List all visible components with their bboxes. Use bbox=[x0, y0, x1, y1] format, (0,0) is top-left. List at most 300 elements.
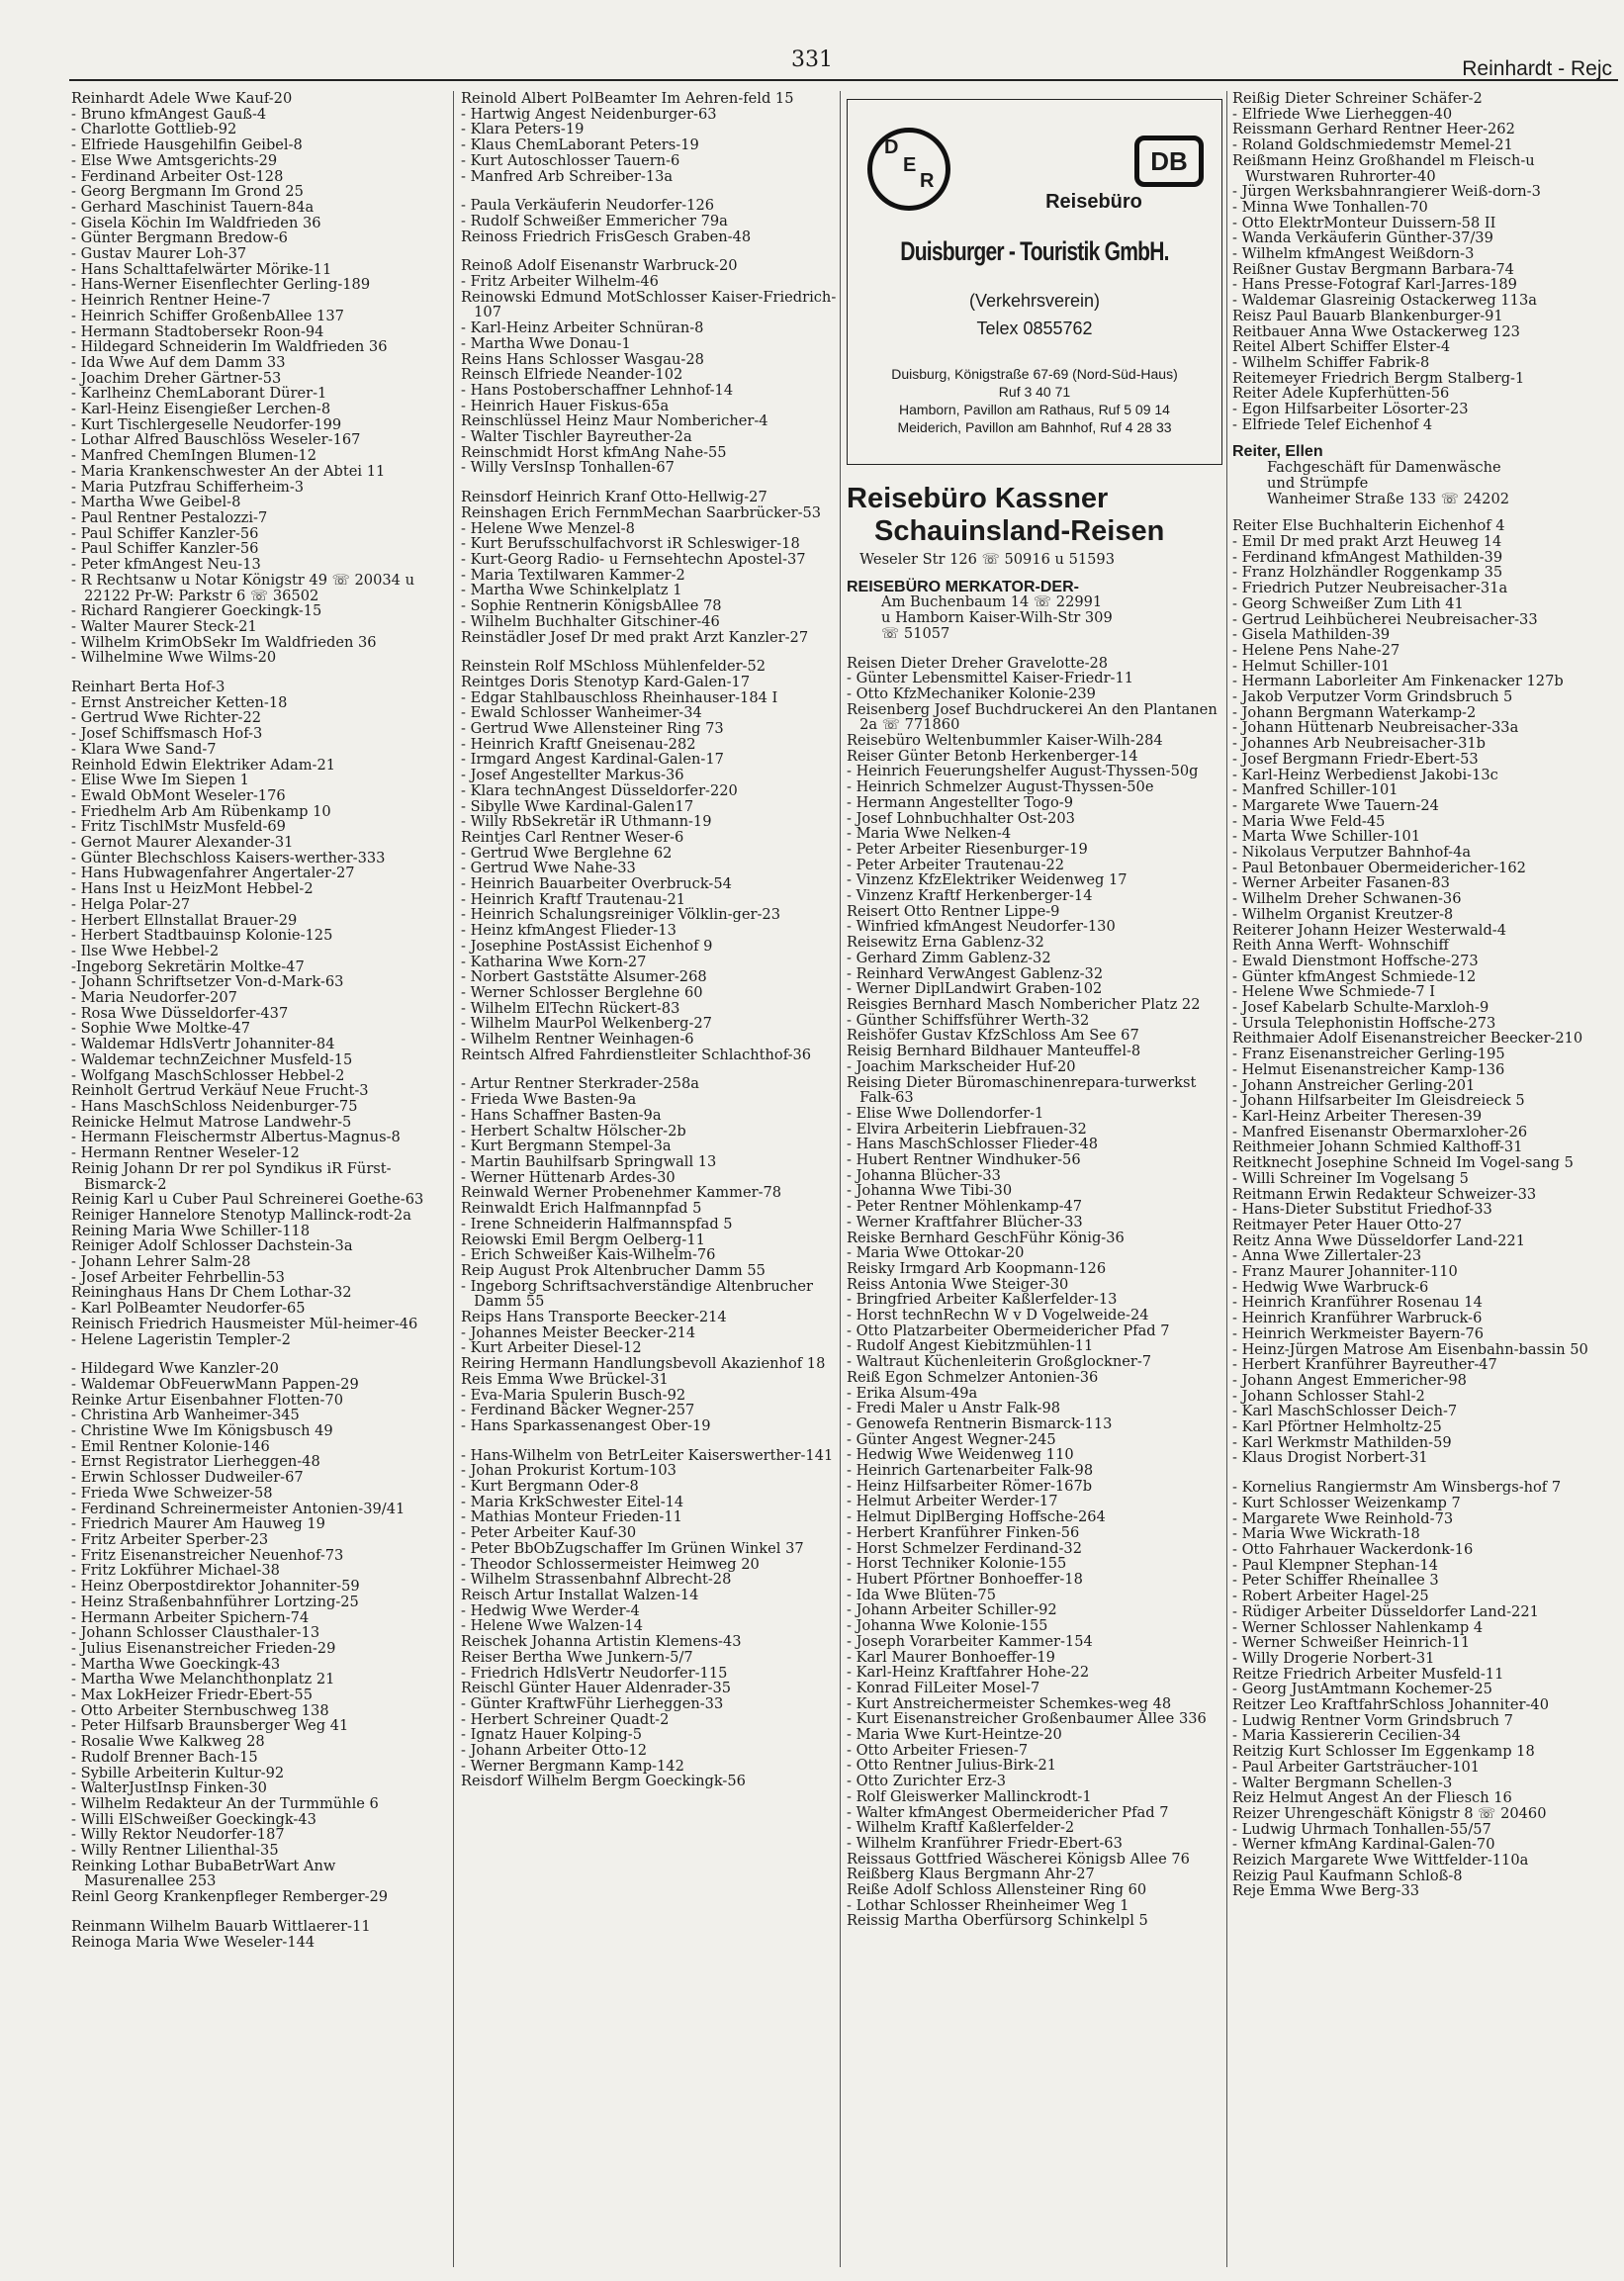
directory-entry: - Johan Prokurist Kortum-103 bbox=[461, 1462, 677, 1480]
kassner-line-2: Schauinsland-Reisen bbox=[874, 515, 1165, 547]
directory-entry: - Gisela Köchin Im Waldfrieden 36 bbox=[71, 214, 321, 231]
directory-entry: - Elise Wwe Im Siepen 1 bbox=[71, 772, 249, 789]
directory-entry: - Elfriede Wwe Lierheggen-40 bbox=[1232, 105, 1453, 123]
directory-entry: - Werner Hüttenarb Ardes-30 bbox=[461, 1168, 676, 1186]
directory-entry: - Paul Klempner Stephan-14 bbox=[1232, 1556, 1439, 1574]
directory-entry: - Otto Arbeiter Sternbuschweg 138 bbox=[71, 1701, 329, 1719]
directory-entry: - Gertrud Wwe Richter-22 bbox=[71, 709, 262, 727]
directory-entry: Reinshagen Erich FernmMechan Saarbrücker-53 bbox=[461, 503, 822, 521]
directory-entry: - Herbert Schreiner Quadt-2 bbox=[461, 1710, 670, 1728]
directory-entry: Reitze Friedrich Arbeiter Musfeld-11 bbox=[1232, 1665, 1504, 1683]
directory-entry: - Ida Wwe Blüten-75 bbox=[847, 1586, 996, 1603]
directory-entry: - Heinrich Bauarbeiter Overbruck-54 bbox=[461, 875, 732, 893]
directory-entry: - Johann Schlosser Stahl-2 bbox=[1232, 1387, 1425, 1405]
directory-entry: - Maria Neudorfer-207 bbox=[71, 989, 237, 1007]
directory-entry: - Ewald ObMont Weseler-176 bbox=[71, 786, 286, 804]
reiter-ellen-heading: Reiter, Ellen bbox=[1232, 443, 1323, 461]
directory-entry: Reißig Dieter Schreiner Schäfer-2 bbox=[1232, 91, 1483, 107]
directory-entry: - Johann Bergmann Waterkamp-2 bbox=[1232, 703, 1477, 721]
directory-entry: - Kurt-Georg Radio- u Fernsehtechn Apostel-37 bbox=[461, 550, 806, 568]
directory-entry: - Rüdiger Arbeiter Düsseldorfer Land-221 bbox=[1232, 1602, 1539, 1620]
directory-entry: - Wilhelm MaurPol Welkenberg-27 bbox=[461, 1015, 712, 1033]
directory-entry: Reischl Günter Hauer Aldenrader-35 bbox=[461, 1680, 732, 1697]
directory-entry: Reitknecht Josephine Schneid Im Vogel-sang 5 bbox=[1232, 1154, 1574, 1172]
directory-entry: - Helene Pens Nahe-27 bbox=[1232, 641, 1400, 659]
directory-entry: Reining Maria Wwe Schiller-118 bbox=[71, 1222, 311, 1239]
directory-entry: - Günter Angest Wegner-245 bbox=[847, 1430, 1056, 1448]
directory-entry: - Friedhelm Arb Am Rübenkamp 10 bbox=[71, 802, 331, 820]
directory-entry: - Heinz Oberpostdirektor Johanniter-59 bbox=[71, 1578, 360, 1596]
directory-entry: - Walter kfmAngest Obermeidericher Pfad 7 bbox=[847, 1803, 1169, 1821]
directory-entry: - Heinz Hilfsarbeiter Römer-167b bbox=[847, 1477, 1093, 1495]
directory-entry: Reinke Artur Eisenbahner Flotten-70 bbox=[71, 1391, 343, 1409]
directory-entry: - Jakob Verputzer Vorm Grindsbruch 5 bbox=[1232, 688, 1513, 706]
directory-entry: - Karl-Heinz Kraftfahrer Hohe-22 bbox=[847, 1664, 1090, 1682]
directory-entry: - Johann Arbeiter Schiller-92 bbox=[847, 1601, 1057, 1619]
directory-entry: - Heinz Straßenbahnführer Lortzing-25 bbox=[71, 1593, 359, 1610]
ad-telex: Telex 0855762 bbox=[976, 319, 1093, 338]
directory-entry: - Günter Bergmann Bredow-6 bbox=[71, 229, 288, 247]
directory-entry: - Hubert Pförtner Bonhoeffer-18 bbox=[847, 1571, 1083, 1588]
directory-entry: - Herbert Kranführer Bayreuther-47 bbox=[1232, 1356, 1497, 1374]
directory-entry: - Elvira Arbeiterin Liebfrauen-32 bbox=[847, 1120, 1087, 1138]
ad-address-block bbox=[859, 365, 1210, 436]
directory-entry: - Katharina Wwe Korn-27 bbox=[461, 953, 647, 970]
der-logo-letter: R bbox=[920, 170, 935, 192]
directory-entry: - Martha Wwe Schinkelplatz 1 bbox=[461, 582, 682, 599]
directory-entry: - Walter Tischler Bayreuther-2a bbox=[461, 428, 692, 446]
directory-entry: - Wilhelm Kranführer Friedr-Ebert-63 bbox=[847, 1834, 1123, 1852]
column-divider bbox=[453, 91, 454, 2267]
directory-entry: -Ingeborg Sekretärin Moltke-47 bbox=[71, 958, 305, 975]
directory-entry: Reizer Uhrengeschäft Königstr 8 ☏ 20460 bbox=[1232, 1804, 1547, 1822]
directory-entry: Reisdorf Wilhelm Bergm Goeckingk-56 bbox=[461, 1773, 746, 1790]
directory-entry: - Herbert Kranführer Finken-56 bbox=[847, 1523, 1080, 1541]
directory-entry: Reiniger Adolf Schlosser Dachstein-3a bbox=[71, 1237, 353, 1255]
directory-entry: - Wilhelm Buchhalter Gitschiner-46 bbox=[461, 612, 720, 630]
directory-entry: Reißberg Klaus Bergmann Ahr-27 bbox=[847, 1866, 1095, 1883]
directory-entry: Reitzer Leo KraftfahrSchloss Johanniter-40 bbox=[1232, 1696, 1549, 1714]
directory-entry: Reisgies Bernhard Masch Nombericher Platz 22 bbox=[847, 995, 1201, 1013]
directory-entry: - Sophie Wwe Moltke-47 bbox=[71, 1020, 251, 1038]
directory-entry: - Hartwig Angest Neidenburger-63 bbox=[461, 105, 717, 123]
directory-entry: - Klara Peters-19 bbox=[461, 121, 585, 138]
directory-entry: - Charlotte Gottlieb-92 bbox=[71, 121, 237, 138]
directory-entry: - Kurt Bergmann Oder-8 bbox=[461, 1478, 639, 1496]
directory-entry: - Josef Schiffsmasch Hof-3 bbox=[71, 725, 263, 743]
directory-entry: - Norbert Gaststätte Alsumer-268 bbox=[461, 968, 707, 986]
directory-entry: - Wilhelm Organist Kreutzer-8 bbox=[1232, 905, 1454, 923]
directory-entry: - Josef Angestellter Markus-36 bbox=[461, 767, 684, 784]
directory-entry: - Willy Rentner Lilienthal-35 bbox=[71, 1842, 279, 1860]
directory-entry: - Peter Arbeiter Trautenau-22 bbox=[847, 856, 1065, 873]
directory-entry: Reisz Paul Bauarb Blankenburger-91 bbox=[1232, 307, 1503, 324]
directory-entry: - Josef Kabelarb Schulte-Marxloh-9 bbox=[1232, 999, 1489, 1017]
directory-entry: - Peter BbObZugschaffer Im Grünen Winkel 37 bbox=[461, 1539, 804, 1557]
directory-entry: - Hans MaschSchlosser Flieder-48 bbox=[847, 1136, 1099, 1153]
directory-entry: - Josephine PostAssist Eichenhof 9 bbox=[461, 937, 713, 955]
directory-entry: - Hans Presse-Fotograf Karl-Jarres-189 bbox=[1232, 276, 1517, 294]
directory-entry: - Karl-Heinz Werbedienst Jakobi-13c bbox=[1232, 766, 1498, 783]
directory-entry: - Helene Wwe Schmiede-7 I bbox=[1232, 983, 1435, 1001]
directory-entry: - Johann Arbeiter Otto-12 bbox=[461, 1742, 648, 1760]
directory-entry: Reishöfer Gustav KfzSchloss Am See 67 bbox=[847, 1027, 1139, 1045]
ad-address-line: Duisburg, Königstraße 67-69 (Nord-Süd-Haus) bbox=[891, 366, 1178, 382]
directory-entry: Reinig Karl u Cuber Paul Schreinerei Goethe-63 bbox=[71, 1191, 424, 1209]
directory-entry: - Sibylle Wwe Kardinal-Galen17 bbox=[461, 797, 694, 815]
ad-address-line: Hamborn, Pavillon am Rathaus, Ruf 5 09 14 bbox=[899, 402, 1170, 417]
directory-entry: Reising Dieter Büromaschinenrepara-turwerkst Falk-63 bbox=[847, 1073, 1197, 1107]
directory-entry: - Winfried kfmAngest Neudorfer-130 bbox=[847, 918, 1116, 936]
directory-entry: - Roland Goldschmiedemstr Memel-21 bbox=[1232, 137, 1513, 154]
directory-entry: - Johann Anstreicher Gerling-201 bbox=[1232, 1076, 1476, 1094]
directory-entry: - Hans MaschSchloss Neidenburger-75 bbox=[71, 1098, 358, 1115]
directory-entry: - Paula Verkäuferin Neudorfer-126 bbox=[461, 197, 715, 215]
directory-entry: Reinmann Wilhelm Bauarb Wittlaerer-11 bbox=[71, 1917, 371, 1935]
directory-entry: Reiowski Emil Bergm Oelberg-11 bbox=[461, 1231, 705, 1248]
directory-entry: - Helmut Schiller-101 bbox=[1232, 657, 1391, 675]
directory-entry: Reinoß Adolf Eisenanstr Warbruck-20 bbox=[461, 257, 738, 275]
directory-entry: - Hans Postoberschaffner Lehnhof-14 bbox=[461, 381, 734, 399]
directory-entry: - Gertrud Wwe Berglehne 62 bbox=[461, 844, 673, 862]
directory-entry: - Paul Rentner Pestalozzi-7 bbox=[71, 508, 268, 526]
directory-entry: Reis Emma Wwe Brückel-31 bbox=[461, 1370, 669, 1388]
directory-column-4-part-a bbox=[1232, 91, 1622, 432]
directory-entry: Reitemeyer Friedrich Bergm Stalberg-1 bbox=[1232, 369, 1525, 387]
directory-entry: - Werner Arbeiter Fasanen-83 bbox=[1232, 874, 1450, 892]
directory-entry: Reisch Artur Installat Walzen-14 bbox=[461, 1586, 699, 1603]
directory-entry: Reitmayer Peter Hauer Otto-27 bbox=[1232, 1216, 1463, 1233]
directory-entry: - Minna Wwe Tonhallen-70 bbox=[1232, 198, 1428, 216]
directory-entry: - Hedwig Wwe Weidenweg 110 bbox=[847, 1446, 1074, 1464]
directory-entry: - Hermann Stadtobersekr Roon-94 bbox=[71, 322, 324, 340]
directory-entry: - Otto ElektrMonteur Duissern-58 II bbox=[1232, 214, 1496, 231]
directory-entry: - Joseph Vorarbeiter Kammer-154 bbox=[847, 1632, 1093, 1650]
directory-entry: - Sybille Arbeiterin Kultur-92 bbox=[71, 1764, 285, 1781]
directory-entry: - Waldemar Glasreinig Ostackerweg 113a bbox=[1232, 292, 1537, 310]
directory-entry: - Helene Wwe Walzen-14 bbox=[461, 1617, 644, 1635]
directory-entry: Reissaus Gottfried Wäscherei Königsb Allee 76 bbox=[847, 1850, 1190, 1868]
directory-entry: - Johanna Blücher-33 bbox=[847, 1166, 1001, 1184]
directory-entry: - Waldemar ObFeuerwMann Pappen-29 bbox=[71, 1375, 359, 1393]
directory-entry: - Klara Wwe Sand-7 bbox=[71, 740, 217, 758]
directory-entry: - Karl-Heinz Eisengießer Lerchen-8 bbox=[71, 401, 331, 418]
directory-entry: - Waltraut Küchenleiterin Großglockner-7 bbox=[847, 1353, 1152, 1371]
merkator-lines bbox=[847, 594, 1222, 641]
directory-entry: - Fritz Arbeiter Sperber-23 bbox=[71, 1530, 269, 1548]
directory-entry: - Richard Rangierer Goeckingk-15 bbox=[71, 602, 322, 620]
directory-entry: - Herbert Schaltw Hölscher-2b bbox=[461, 1122, 686, 1140]
directory-column-4-part-b bbox=[1232, 518, 1622, 1899]
directory-column-2 bbox=[461, 91, 837, 2267]
directory-entry: - Franz Maurer Johanniter-110 bbox=[1232, 1263, 1458, 1281]
directory-entry: - Artur Rentner Sterkrader-258a bbox=[461, 1075, 699, 1093]
der-logo-letter: E bbox=[903, 154, 917, 176]
directory-entry: - Johann Angest Emmericher-98 bbox=[1232, 1371, 1467, 1389]
directory-entry: Reitzig Kurt Schlosser Im Eggenkamp 18 bbox=[1232, 1743, 1535, 1761]
merkator-heading: REISEBÜRO MERKATOR-DER- bbox=[847, 578, 1079, 595]
directory-entry: - Christine Wwe Im Königsbusch 49 bbox=[71, 1422, 333, 1440]
directory-entry: - Willi Schreiner Im Vogelsang 5 bbox=[1232, 1169, 1469, 1187]
directory-entry: - Horst Techniker Kolonie-155 bbox=[847, 1555, 1067, 1573]
directory-entry: Reips Hans Transporte Beecker-214 bbox=[461, 1309, 727, 1326]
directory-entry: Reiske Bernhard GeschFühr König-36 bbox=[847, 1229, 1125, 1246]
reiter-ellen-line: Wanheimer Straße 133 ☏ 24202 bbox=[1267, 490, 1510, 507]
directory-entry: - Hans Inst u HeizMont Hebbel-2 bbox=[71, 880, 314, 898]
reiter-ellen-line: Fachgeschäft für Damenwäsche bbox=[1267, 459, 1501, 477]
directory-entry: - Maria Wwe Ottokar-20 bbox=[847, 1244, 1025, 1262]
directory-entry: - Johann Hüttenarb Neubreisacher-33a bbox=[1232, 719, 1519, 737]
directory-entry: - Hildegard Wwe Kanzler-20 bbox=[71, 1360, 279, 1378]
directory-entry: - Ewald Dienstmont Hoffsche-273 bbox=[1232, 952, 1479, 969]
directory-entry: Reinhardt Adele Wwe Kauf-20 bbox=[71, 91, 293, 107]
directory-entry: Reitmann Erwin Redakteur Schweizer-33 bbox=[1232, 1185, 1537, 1203]
directory-entry: - Erwin Schlosser Dudweiler-67 bbox=[71, 1469, 304, 1487]
directory-entry: - Hedwig Wwe Warbruck-6 bbox=[1232, 1278, 1429, 1296]
directory-entry: Reinhold Edwin Elektriker Adam-21 bbox=[71, 756, 336, 774]
directory-entry: - Martha Wwe Goeckingk-43 bbox=[71, 1655, 281, 1673]
directory-entry: - Joachim Markscheider Huf-20 bbox=[847, 1057, 1076, 1075]
directory-entry: - Wilhelmine Wwe Wilms-20 bbox=[71, 649, 277, 667]
directory-entry: - Johanna Wwe Kolonie-155 bbox=[847, 1617, 1048, 1635]
directory-entry: - Konrad FilLeiter Mosel-7 bbox=[847, 1679, 1040, 1696]
directory-entry: - Willy Rektor Neudorfer-187 bbox=[71, 1826, 285, 1844]
der-logo-letter: D bbox=[884, 137, 899, 158]
directory-entry: - Peter Arbeiter Riesenburger-19 bbox=[847, 840, 1088, 858]
directory-entry: Reisig Bernhard Bildhauer Manteuffel-8 bbox=[847, 1043, 1141, 1060]
directory-entry: - Willy VersInsp Tonhallen-67 bbox=[461, 459, 675, 477]
ad-address-line: Ruf 3 40 71 bbox=[998, 384, 1071, 400]
directory-entry: - Ludwig Rentner Vorm Grindsbruch 7 bbox=[1232, 1711, 1513, 1729]
ad-reisebuero: Reisebüro bbox=[1045, 191, 1142, 213]
merkator-line: ☏ 51057 bbox=[881, 624, 950, 642]
directory-entry: - Heinrich Gartenarbeiter Falk-98 bbox=[847, 1462, 1094, 1480]
directory-entry: Reißner Gustav Bergmann Barbara-74 bbox=[1232, 260, 1514, 278]
directory-entry: Reithmeier Johann Schmied Kalthoff-31 bbox=[1232, 1139, 1523, 1156]
directory-entry: - Wolfgang MaschSchlosser Hebbel-2 bbox=[71, 1066, 345, 1084]
directory-entry: - Rosa Wwe Düsseldorfer-437 bbox=[71, 1004, 289, 1022]
directory-entry: - Gertrud Wwe Allensteiner Ring 73 bbox=[461, 720, 724, 738]
directory-entry: Reinoss Friedrich FrisGesch Graben-48 bbox=[461, 228, 752, 245]
directory-entry: - WalterJustInsp Finken-30 bbox=[71, 1779, 267, 1797]
directory-entry: - Eva-Maria Spulerin Busch-92 bbox=[461, 1386, 686, 1404]
ad-company-name: Duisburger - Touristik GmbH. bbox=[900, 236, 1169, 266]
directory-entry: - Otto Platzarbeiter Obermeidericher Pfad 7 bbox=[847, 1322, 1170, 1339]
directory-entry: Reisenberg Josef Buchdruckerei An den Plantanen 2a ☏ 771860 bbox=[847, 700, 1218, 734]
directory-entry: - R Rechtsanw u Notar Königstr 49 ☏ 20034 u 22122 Pr-W: Parkstr 6 ☏ 36502 bbox=[71, 571, 414, 604]
directory-entry: - Wilhelm Strassenbahnf Albrecht-28 bbox=[461, 1571, 732, 1589]
directory-entry: - Heinz kfmAngest Flieder-13 bbox=[461, 922, 677, 940]
directory-entry: Reisert Otto Rentner Lippe-9 bbox=[847, 902, 1060, 920]
directory-entry: - Hedwig Wwe Werder-4 bbox=[461, 1601, 640, 1619]
directory-entry: - Hans-Dieter Substitut Friedhof-33 bbox=[1232, 1201, 1492, 1219]
directory-entry: - Jürgen Werksbahnrangierer Weiß-dorn-3 bbox=[1232, 183, 1541, 201]
directory-entry: - Peter Schiffer Rheinallee 3 bbox=[1232, 1572, 1439, 1590]
directory-entry: - Nikolaus Verputzer Bahnhof-4a bbox=[1232, 844, 1472, 862]
directory-entry: Reisky Irmgard Arb Koopmann-126 bbox=[847, 1259, 1107, 1277]
directory-entry: Reissig Martha Oberfürsorg Schinkelpl 5 bbox=[847, 1912, 1148, 1930]
directory-entry: - Hermann Arbeiter Spichern-74 bbox=[71, 1608, 310, 1626]
directory-column-3 bbox=[847, 91, 1222, 2267]
column-divider bbox=[1226, 91, 1227, 2267]
directory-entry: Reiter Adele Kupferhütten-56 bbox=[1232, 385, 1450, 403]
directory-entry: - Hans-Wilhelm von BetrLeiter Kaiserswerther-141 bbox=[461, 1446, 834, 1464]
directory-entry: Reith Anna Werft- Wohnschiff bbox=[1232, 937, 1449, 955]
directory-entry: - Klaus Drogist Norbert-31 bbox=[1232, 1449, 1428, 1467]
db-logo: DB bbox=[1134, 136, 1204, 187]
directory-entry: Reisen Dieter Dreher Gravelotte-28 bbox=[847, 654, 1109, 672]
directory-entry: - Heinrich Feuerungshelfer August-Thyssen-50g bbox=[847, 763, 1199, 780]
directory-entry: - Heinrich Kranführer Warbruck-6 bbox=[1232, 1310, 1483, 1327]
directory-entry: - Ludwig Uhrmach Tonhallen-55/57 bbox=[1232, 1820, 1491, 1838]
directory-entry: - Martha Wwe Donau-1 bbox=[461, 334, 631, 352]
directory-entry: - Edgar Stahlbauschloss Rheinhauser-184 I bbox=[461, 688, 778, 706]
directory-entry: - Kurt Arbeiter Diesel-12 bbox=[461, 1339, 642, 1357]
directory-entry: - Maria Putzfrau Schifferheim-3 bbox=[71, 478, 305, 496]
directory-entry: Reinhart Berta Hof-3 bbox=[71, 679, 226, 696]
directory-entry: - Erika Alsum-49a bbox=[847, 1384, 978, 1402]
directory-entry: - Paul Arbeiter Gartsträucher-101 bbox=[1232, 1758, 1481, 1776]
directory-entry: - Egon Hilfsarbeiter Lösorter-23 bbox=[1232, 401, 1469, 418]
directory-entry: - Karl Pförtner Helmholtz-25 bbox=[1232, 1418, 1442, 1436]
directory-entry: - Gerhard Maschinist Tauern-84a bbox=[71, 198, 315, 216]
directory-entry: Reinig Johann Dr rer pol Syndikus iR Fürst-Bismarck-2 bbox=[71, 1159, 392, 1193]
kassner-address: Weseler Str 126 ☏ 50916 u 51593 bbox=[859, 551, 1116, 568]
directory-entry: Reiz Helmut Angest An der Fliesch 16 bbox=[1232, 1789, 1512, 1807]
directory-entry: - Rosalie Wwe Kalkweg 28 bbox=[71, 1733, 265, 1751]
directory-entry: - Fredi Maler u Anstr Falk-98 bbox=[847, 1400, 1061, 1417]
advertisement-duisburger-touristik bbox=[847, 99, 1222, 465]
directory-entry: - Ernst Registrator Lierheggen-48 bbox=[71, 1453, 320, 1471]
directory-entry: - Heinrich Schiffer GroßenbAllee 137 bbox=[71, 307, 344, 324]
directory-entry: - Wilhelm Dreher Schwanen-36 bbox=[1232, 890, 1462, 908]
directory-entry: Reiring Hermann Handlungsbevoll Akazienhof 18 bbox=[461, 1355, 826, 1373]
directory-entry: Reinowski Edmund MotSchlosser Kaiser-Friedrich-107 bbox=[461, 288, 837, 321]
directory-entry: Reinholt Gertrud Verkäuf Neue Frucht-3 bbox=[71, 1082, 369, 1100]
directory-entry: - Reinhard VerwAngest Gablenz-32 bbox=[847, 964, 1104, 982]
directory-entry: - Maria Wwe Kurt-Heintze-20 bbox=[847, 1726, 1062, 1744]
directory-entry: - Ignatz Hauer Kolping-5 bbox=[461, 1726, 642, 1744]
directory-entry: - Friedrich HdlsVertr Neudorfer-115 bbox=[461, 1664, 728, 1682]
directory-entry: - Ferdinand Schreinermeister Antonien-39/41 bbox=[71, 1500, 406, 1517]
directory-entry: - Hermann Laborleiter Am Finkenacker 127b bbox=[1232, 673, 1564, 690]
directory-entry: - Franz Holzhändler Roggenkamp 35 bbox=[1232, 564, 1503, 582]
directory-entry: - Friedrich Putzer Neubreisacher-31a bbox=[1232, 580, 1508, 597]
directory-entry: - Hans Schaffner Basten-9a bbox=[461, 1106, 662, 1124]
directory-entry: - Willy RbSekretär iR Uthmann-19 bbox=[461, 813, 712, 831]
directory-entry: - Peter kfmAngest Neu-13 bbox=[71, 556, 261, 574]
directory-entry: - Theodor Schlossermeister Heimweg 20 bbox=[461, 1555, 760, 1573]
directory-entry: - Karl PolBeamter Neudorfer-65 bbox=[71, 1300, 306, 1318]
directory-entry: - Günter KraftwFühr Lierheggen-33 bbox=[461, 1694, 724, 1712]
directory-entry: Reinstädler Josef Dr med prakt Arzt Kanzler-27 bbox=[461, 628, 809, 646]
directory-entry: - Helmut DiplBerging Hoffsche-264 bbox=[847, 1508, 1106, 1526]
directory-entry: - Rudolf Brenner Bach-15 bbox=[71, 1748, 258, 1766]
directory-entry: Reinschlüssel Heinz Maur Nombericher-4 bbox=[461, 412, 768, 430]
directory-entry: Reitel Albert Schiffer Elster-4 bbox=[1232, 338, 1451, 356]
directory-entry: - Elfriede Hausgehilfin Geibel-8 bbox=[71, 137, 303, 154]
directory-entry: - Hermann Fleischermstr Albertus-Magnus-8 bbox=[71, 1129, 401, 1146]
directory-entry: - Gertrud Wwe Nahe-33 bbox=[461, 860, 636, 877]
directory-entry: Reiße Adolf Schloss Allensteiner Ring 60 bbox=[847, 1881, 1147, 1899]
directory-entry: Reiterer Johann Heizer Westerwald-4 bbox=[1232, 921, 1506, 939]
directory-entry: Reinoga Maria Wwe Weseler-144 bbox=[71, 1933, 316, 1951]
directory-entry: - Else Wwe Amtsgerichts-29 bbox=[71, 151, 278, 169]
directory-entry: - Werner Bergmann Kamp-142 bbox=[461, 1757, 684, 1775]
directory-entry: - Karl Maurer Bonhoeffer-19 bbox=[847, 1648, 1055, 1666]
directory-entry: - Maria Wwe Feld-45 bbox=[1232, 812, 1386, 830]
directory-entry: - Vinzenz Kraftf Herkenberger-14 bbox=[847, 887, 1093, 905]
directory-entry: - Johanna Wwe Tibi-30 bbox=[847, 1182, 1013, 1200]
directory-entry: - Wilhelm KrimObSekr Im Waldfrieden 36 bbox=[71, 633, 377, 651]
directory-entry: - Christina Arb Wanheimer-345 bbox=[71, 1407, 300, 1424]
directory-entry: Reiser Günter Betonb Herkenberger-14 bbox=[847, 747, 1138, 765]
directory-entry: - Manfred Arb Schreiber-13a bbox=[461, 167, 674, 185]
directory-entry: - Julius Eisenanstreicher Frieden-29 bbox=[71, 1639, 336, 1657]
directory-entry: - Heinrich Schalungsreiniger Völklin-ger-23 bbox=[461, 906, 780, 924]
directory-entry: - Karlheinz ChemLaborant Dürer-1 bbox=[71, 385, 327, 403]
reiter-ellen-lines bbox=[1232, 460, 1622, 506]
directory-entry: Reintjes Carl Rentner Weser-6 bbox=[461, 828, 684, 846]
directory-entry: - Karl-Heinz Arbeiter Schnüran-8 bbox=[461, 319, 704, 337]
directory-entry: - Josef Arbeiter Fehrbellin-53 bbox=[71, 1268, 285, 1286]
directory-entry: Reinking Lothar BubaBetrWart Anw Masurenallee 253 bbox=[71, 1857, 336, 1890]
ad-address-line: Meiderich, Pavillon am Bahnhof, Ruf 4 28 33 bbox=[897, 419, 1172, 435]
directory-entry: - Waldemar technZeichner Musfeld-15 bbox=[71, 1050, 353, 1068]
directory-entry: - Klaus ChemLaborant Peters-19 bbox=[461, 137, 699, 154]
directory-entry: - Werner kfmAng Kardinal-Galen-70 bbox=[1232, 1836, 1495, 1854]
directory-entry: - Kurt Schlosser Weizenkamp 7 bbox=[1232, 1494, 1461, 1511]
directory-entry: - Ewald Schlosser Wanheimer-34 bbox=[461, 704, 702, 722]
directory-entry: - Hildegard Schneiderin Im Waldfrieden 36 bbox=[71, 338, 388, 356]
directory-entry: - Herbert Stadtbauinsp Kolonie-125 bbox=[71, 927, 333, 945]
directory-entry: - Emil Dr med prakt Arzt Heuweg 14 bbox=[1232, 532, 1502, 550]
directory-entry: - Günter Lebensmittel Kaiser-Friedr-11 bbox=[847, 670, 1134, 687]
directory-entry: - Kurt Autoschlosser Tauern-6 bbox=[461, 151, 680, 169]
directory-entry: - Kurt Eisenanstreicher Großenbaumer Allee 336 bbox=[847, 1710, 1207, 1728]
directory-column-4 bbox=[1232, 91, 1622, 2267]
directory-entry: - Herbert Ellnstallat Brauer-29 bbox=[71, 911, 298, 929]
directory-entry: - Werner DiplLandwirt Graben-102 bbox=[847, 980, 1103, 998]
directory-entry: - Maria Krankenschwester An der Abtei 11 bbox=[71, 462, 386, 480]
directory-entry: - Frieda Wwe Basten-9a bbox=[461, 1091, 637, 1109]
directory-entry: Reins Hans Schlosser Wasgau-28 bbox=[461, 350, 704, 368]
directory-entry: - Frieda Wwe Schweizer-58 bbox=[71, 1484, 273, 1502]
directory-entry: - Otto KfzMechaniker Kolonie-239 bbox=[847, 684, 1096, 702]
directory-entry: Reithmaier Adolf Eisenanstreicher Beecker-210 bbox=[1232, 1030, 1583, 1048]
directory-entry: - Otto Arbeiter Friesen-7 bbox=[847, 1741, 1029, 1759]
directory-entry: - Georg Schweißer Zum Lith 41 bbox=[1232, 594, 1464, 612]
column-divider bbox=[840, 91, 841, 2267]
kassner-line-1: Reisebüro Kassner bbox=[847, 483, 1109, 514]
directory-entry: - Heinrich Schmelzer August-Thyssen-50e bbox=[847, 778, 1154, 796]
directory-entry: - Helga Polar-27 bbox=[71, 895, 191, 913]
directory-entry: Reinicke Helmut Matrose Landwehr-5 bbox=[71, 1113, 352, 1131]
directory-entry: - Johannes Meister Beecker-214 bbox=[461, 1323, 696, 1341]
advertisement-kassner bbox=[847, 483, 1222, 548]
directory-entry: - Johann Lehrer Salm-28 bbox=[71, 1253, 251, 1271]
directory-entry: Reinwaldt Erich Halfmannpfad 5 bbox=[461, 1200, 702, 1218]
directory-entry: Reisewitz Erna Gablenz-32 bbox=[847, 934, 1044, 952]
directory-entry: Reitbauer Anna Wwe Ostackerweg 123 bbox=[1232, 322, 1520, 340]
merkator-line: u Hamborn Kaiser-Wilh-Str 309 bbox=[881, 609, 1113, 627]
directory-entry: - Gertrud Leihbücherei Neubreisacher-33 bbox=[1232, 610, 1538, 628]
directory-entry: - Rudolf Angest Kiebitzmühlen-11 bbox=[847, 1337, 1094, 1355]
directory-entry: Reintges Doris Stenotyp Kard-Galen-17 bbox=[461, 673, 751, 690]
directory-entry: Reizich Margarete Wwe Wittfelder-110a bbox=[1232, 1852, 1529, 1870]
directory-entry: Reiß Egon Schmelzer Antonien-36 bbox=[847, 1368, 1099, 1386]
directory-entry: - Maria Wwe Wickrath-18 bbox=[1232, 1525, 1420, 1543]
